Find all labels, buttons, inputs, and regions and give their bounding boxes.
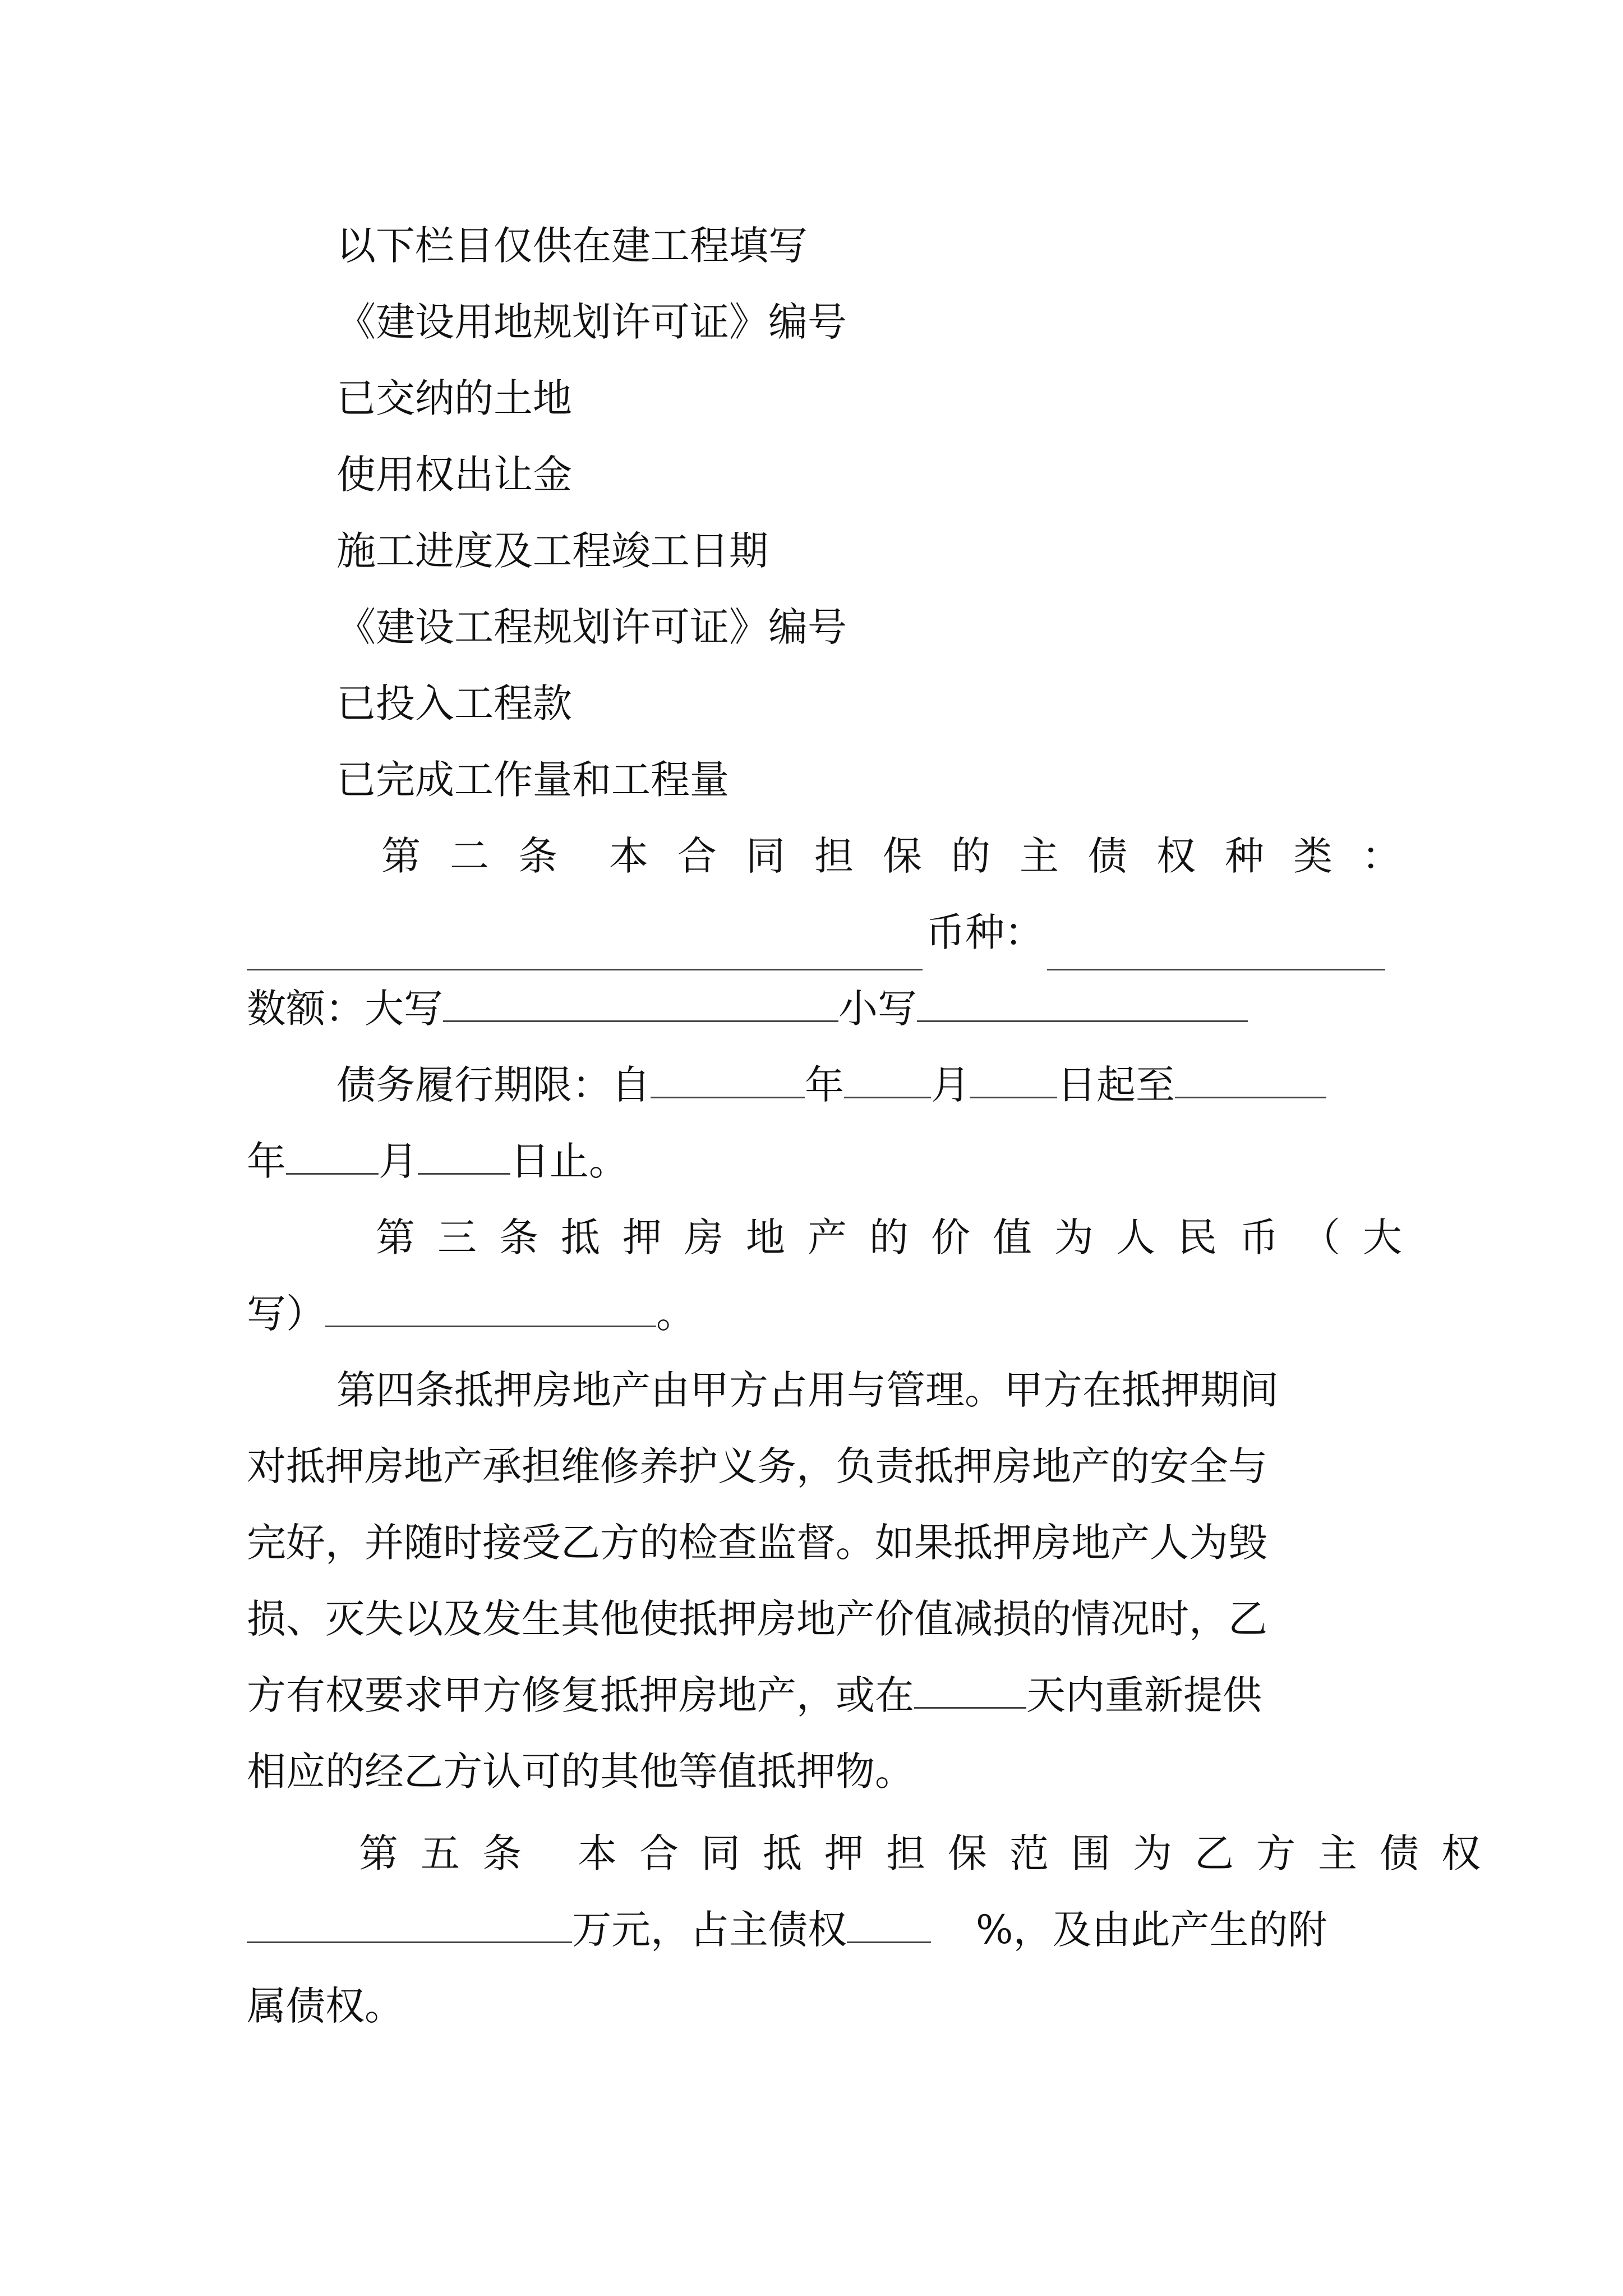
end-year-blank-part bbox=[1175, 1062, 1326, 1098]
article5-line3: 属债权。 bbox=[247, 1983, 404, 2029]
article2-term-row bbox=[247, 1047, 1385, 1123]
article2-text: 本合同担保的主债权种类： bbox=[609, 833, 1430, 879]
article5-heading bbox=[247, 1815, 1503, 1892]
days-blank bbox=[914, 1672, 1026, 1709]
currency-label: 币种： bbox=[926, 909, 1044, 955]
amount-label: 数额：大写 bbox=[247, 986, 443, 1032]
article5-title: 第五条 bbox=[359, 1830, 544, 1876]
end-month-blank bbox=[286, 1138, 379, 1175]
document-page bbox=[247, 208, 1503, 2044]
start-month-blank bbox=[844, 1062, 931, 1098]
start-year-blank bbox=[651, 1062, 805, 1098]
article3-end: 。 bbox=[656, 1291, 695, 1337]
article2-term-row2 bbox=[247, 1123, 1385, 1199]
day-start-label: 日起至 bbox=[1057, 1062, 1175, 1108]
end-day-blank bbox=[418, 1138, 510, 1175]
month-label: 月 bbox=[931, 1062, 970, 1108]
construction-item: 已交纳的土地 bbox=[336, 375, 572, 421]
article4-line5-a: 方有权要求甲方修复抵押房地产，或在 bbox=[247, 1672, 914, 1718]
small-label: 小写 bbox=[838, 986, 917, 1032]
article2-heading bbox=[247, 818, 1430, 894]
construction-item: 已投入工程款 bbox=[336, 680, 572, 726]
article4-line: 损、灭失以及发生其他使抵押房地产价值减损的情况时，乙 bbox=[247, 1596, 1267, 1642]
main-claim-type-blank bbox=[247, 934, 923, 970]
guarantee-amount-blank bbox=[247, 1907, 572, 1943]
article5-percent: %，及由此产生的附 bbox=[976, 1907, 1327, 1953]
amount-capital-blank bbox=[443, 986, 838, 1022]
article4-line: 完好，并随时接受乙方的检查监督。如果抵押房地产人为毁 bbox=[247, 1520, 1267, 1566]
article5-text: 本合同抵押担保范围为乙方主债权 bbox=[578, 1830, 1503, 1876]
percent-blank bbox=[847, 1907, 931, 1943]
construction-item: 施工进度及工程竣工日期 bbox=[336, 528, 768, 574]
construction-item: 《建设工程规划许可证》编号 bbox=[336, 604, 847, 650]
article2-title: 第二条 bbox=[381, 833, 587, 879]
month-label-2: 月 bbox=[379, 1138, 418, 1184]
article3-text: 第三条抵押房地产的价值为人民币（大 bbox=[376, 1214, 1424, 1260]
currency-blank bbox=[1047, 934, 1385, 970]
article3-line2 bbox=[247, 1276, 1385, 1352]
start-day-blank bbox=[970, 1062, 1057, 1098]
article4-line bbox=[247, 1657, 1385, 1733]
year-label-2: 年 bbox=[247, 1138, 286, 1184]
year-label: 年 bbox=[805, 1062, 844, 1108]
article4-line5-b: 天内重新提供 bbox=[1026, 1672, 1262, 1718]
construction-item: 已完成工作量和工程量 bbox=[336, 757, 729, 803]
article5-unit: 万元，占主债权 bbox=[572, 1907, 847, 1953]
day-end-label: 日止。 bbox=[510, 1138, 628, 1184]
property-value-blank bbox=[325, 1291, 656, 1327]
article4-line: 第四条抵押房地产由甲方占用与管理。甲方在抵押期间 bbox=[336, 1367, 1279, 1413]
article2-currency-row bbox=[247, 894, 1385, 970]
construction-item: 使用权出让金 bbox=[336, 452, 572, 498]
article3-line1 bbox=[247, 1199, 1424, 1276]
amount-small-blank bbox=[917, 986, 1248, 1022]
article3-text2: 写） bbox=[247, 1291, 325, 1337]
construction-heading: 以下栏目仅供在建工程填写 bbox=[336, 223, 808, 269]
article5-line2 bbox=[247, 1892, 1385, 1968]
construction-item: 《建设用地规划许可证》编号 bbox=[336, 299, 847, 345]
article4-line: 相应的经乙方认可的其他等值抵押物。 bbox=[247, 1749, 914, 1795]
article2-amount-row bbox=[247, 970, 1385, 1047]
term-label: 债务履行期限：自 bbox=[336, 1062, 651, 1108]
article4-line: 对抵押房地产承担维修养护义务，负责抵押房地产的安全与 bbox=[247, 1443, 1267, 1489]
